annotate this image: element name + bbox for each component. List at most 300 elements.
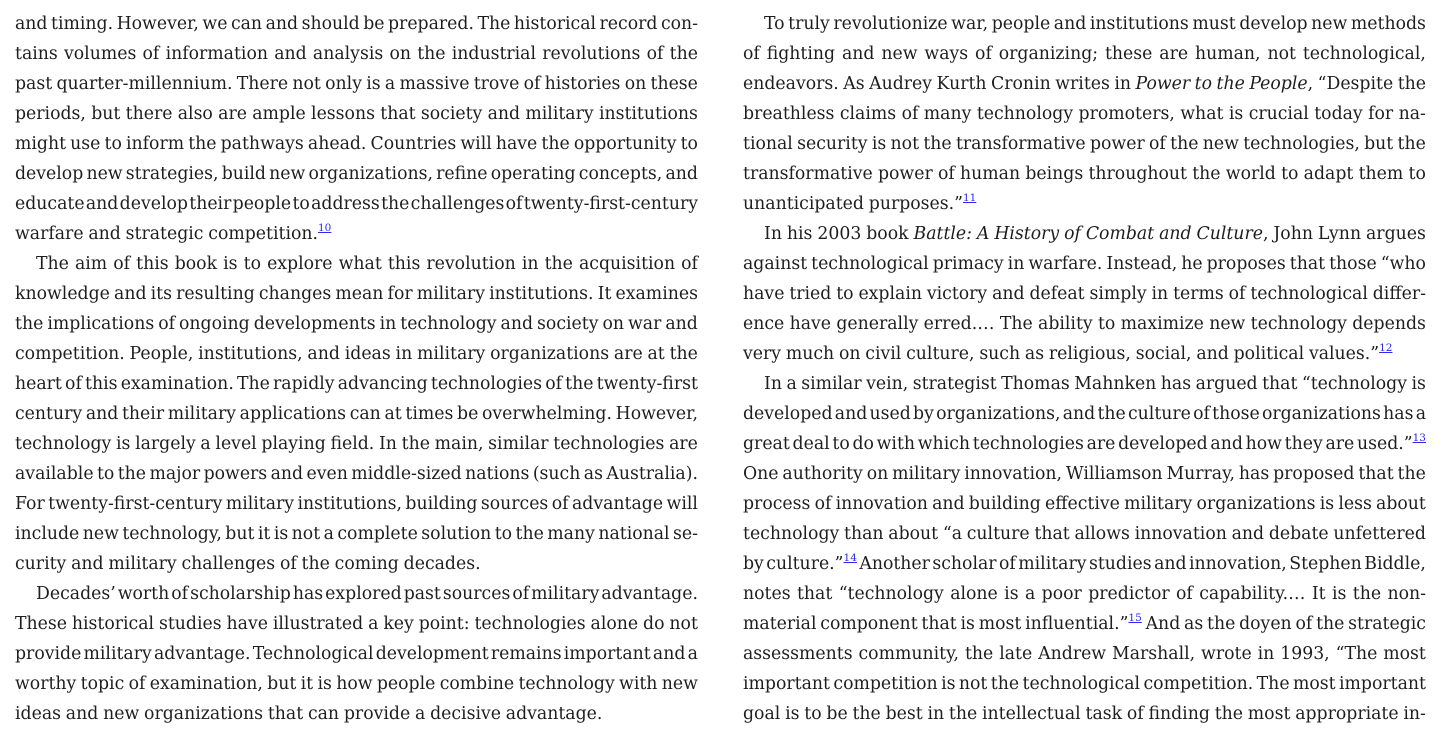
word: their [121,404,165,424]
word: Audrey [869,74,933,94]
word: intellectual [982,704,1081,724]
word: tains [15,44,58,64]
word: the [1192,164,1221,184]
word: also [177,104,213,124]
word: se- [673,524,698,544]
footnote-link[interactable]: 14 [843,552,857,564]
word: na- [1398,104,1426,124]
word: competition [833,674,938,694]
text-line [743,699,1426,729]
word: trove [473,74,520,94]
word: technology [518,674,615,694]
word: best [885,704,923,724]
text-line [743,189,1426,219]
word: largely [135,434,196,454]
word: organizations [1261,404,1381,424]
word: war, [951,14,989,34]
word: “technology [838,584,944,604]
word: allows [1074,524,1130,544]
word [1217,69,1245,99]
word: and [992,284,1025,304]
word: component [820,614,918,634]
word: and [487,104,521,124]
word: those [1329,254,1377,274]
word: the [301,554,330,574]
word: to [96,464,115,484]
word: deal [792,434,830,454]
word: address [311,194,380,214]
word: heart [15,374,62,394]
word: and [1231,524,1265,544]
text-line [743,39,1426,69]
word: studies [158,614,222,634]
word: the [565,374,594,394]
word: ence [743,314,785,334]
text-line [743,339,1426,369]
word: many [923,104,972,124]
right-text-column [743,9,1426,729]
word: is [1331,584,1347,604]
word: and [932,494,965,514]
word: on [838,344,861,364]
word: concepts, [578,164,663,184]
word: of [743,44,760,64]
word: (such [532,464,581,484]
italic-title-word: of [1064,224,1081,244]
word: less [1338,494,1372,514]
word: con- [660,14,698,34]
word: but [225,524,255,544]
text-line [743,309,1426,339]
word: this [85,374,118,394]
word: twenty-first-century [523,194,698,214]
word: past [403,584,441,604]
word: “The [1335,644,1378,664]
text-line [15,69,698,99]
word: important [743,674,830,694]
word: a [687,644,698,664]
word: most [1383,644,1426,664]
word: how [336,674,373,694]
word: their [189,194,232,214]
word: Technological [252,644,374,664]
word: ability [1038,314,1093,334]
word: institutions. [489,284,594,304]
word: histories [544,74,621,94]
word: of [512,584,530,604]
word: historical [71,614,155,634]
word: with [619,674,658,694]
word: the [1352,584,1382,604]
word: and [65,704,99,724]
word: material [743,614,817,634]
word: timing. [51,14,114,34]
word: rapidly [273,374,335,394]
text-line [15,489,698,519]
word: for [387,284,413,304]
text-line [15,459,698,489]
text-line [15,369,698,399]
word: claims [839,104,897,124]
word: technology [1250,314,1347,334]
word: and [500,314,534,334]
word: late [999,644,1033,664]
word: advantage. [153,644,251,664]
word: challenges [410,194,505,214]
word: will [666,494,698,514]
word: of [113,254,131,274]
word: Another [859,554,930,574]
word: such [979,344,1021,364]
word: erred.… [923,314,995,334]
text-line [743,459,1426,489]
word: civil [865,344,902,364]
word: even [306,464,348,484]
word: record [599,14,658,34]
word: military [416,284,485,304]
word: times [405,404,454,424]
word [914,219,972,249]
word: non- [1387,584,1426,604]
word: crucial [1248,104,1309,124]
word: major [149,464,201,484]
text-line [743,129,1426,159]
text-line [15,249,698,279]
word: technological [1250,284,1368,304]
word: technologies, [1243,134,1360,154]
text-line [743,669,1426,699]
word: culture [1128,404,1191,424]
word: a [1415,404,1426,424]
word: As [843,74,865,94]
word: In [378,434,397,454]
word: to [832,434,850,454]
word: military [108,554,177,574]
word: notes [743,584,791,604]
word: important [1339,674,1426,694]
word: playing [261,434,326,454]
word: key [383,614,414,634]
word: “Despite [1317,74,1394,94]
word: but [267,674,297,694]
word: to [104,134,122,154]
word: organizations [1196,494,1316,514]
word: task [1085,704,1123,724]
word: technology [400,314,497,334]
word: generally [836,314,919,334]
word: and [841,44,875,64]
footnote-link[interactable]: 10 [318,222,332,234]
word: endeavors. [743,74,839,94]
word: In [764,224,782,244]
word: of [975,44,992,64]
word: security [797,134,868,154]
word: organizations [144,704,264,724]
word: new [1209,314,1246,334]
word: of [545,374,562,394]
text-line [15,339,698,369]
word: are [1159,44,1189,64]
word: social, [1135,344,1192,364]
word: a [786,374,797,394]
word: similar [801,374,862,394]
word: throughout [1088,164,1187,184]
word: great [743,434,790,454]
word: against [743,254,808,274]
word: to [680,134,698,154]
text-line [743,279,1426,309]
word: studies [1088,554,1152,574]
word: and [652,644,686,664]
word: might [15,134,67,154]
word: It [597,284,612,304]
word: is [960,614,975,634]
text-line [743,429,1426,459]
word: with [876,434,916,454]
word: scholarship [190,584,291,604]
text-line [15,609,698,639]
word: of [814,494,832,514]
word: breathless [743,104,835,124]
word: prepared. [388,14,474,34]
word: that [1262,374,1298,394]
word: transformative [955,134,1086,154]
word: the [1214,704,1244,724]
italic-title-word: Culture [1196,224,1263,244]
footnote-link[interactable]: 15 [1128,612,1142,624]
word [994,219,1059,249]
italic-title-word: to [1194,74,1213,94]
word: used [869,404,911,424]
word: competition. [1143,674,1254,694]
word: Kurth [936,74,987,94]
word: not [291,524,321,544]
word: of [1228,284,1246,304]
word: that [267,704,304,724]
word: resulting [176,284,255,304]
footnote-link[interactable]: 11 [962,192,977,204]
word: is [1411,374,1426,394]
word: community, [858,644,960,664]
word: in [521,254,539,274]
text-line [743,219,1426,249]
word: effective [1045,494,1120,514]
word: this [387,254,421,274]
word: victory [926,284,988,304]
word: of [646,44,664,64]
word: have [226,614,268,634]
word: methods [1350,14,1426,34]
word: of [158,314,176,334]
word: book [174,254,218,274]
word: Culture, [1196,224,1269,244]
word: people [232,194,292,214]
word: to [243,254,261,274]
word: However, [116,14,199,34]
word: of [142,44,160,64]
word: of [279,554,297,574]
word: institutions [598,104,698,124]
word: proposes [1206,254,1286,274]
text-line [15,279,698,309]
word: are [1086,434,1116,454]
word: that [1289,254,1326,274]
word: the [990,674,1020,694]
word: development [375,644,489,664]
word: it [257,524,271,544]
word: The [1256,674,1290,694]
word: is [1228,104,1244,124]
word: can [230,14,263,34]
word: and [1053,14,1087,34]
word: but [1364,134,1394,154]
word: changes [258,284,332,304]
word: be [826,704,848,724]
word: advantage [571,494,664,514]
word: assessments [743,644,853,664]
word: culture.”$^{14}$ [766,552,857,574]
word: analysis [312,44,384,64]
word: power [1089,134,1145,154]
word: century [15,404,83,424]
word: are [218,104,247,124]
word: Cronin [991,74,1051,94]
word: curity [15,554,67,574]
word: the [401,434,430,454]
word: of [681,254,698,274]
text-line [15,699,698,729]
word: not [292,74,321,94]
word: operating [490,164,576,184]
word: develop [1239,14,1308,34]
word: provide [343,704,411,724]
word: wrote [1201,644,1252,664]
word: on [389,44,411,64]
text-line [15,519,698,549]
word: what [1180,104,1224,124]
word: military [83,644,152,664]
word: technologies [430,374,543,394]
word: goal [743,704,781,724]
word: the [948,704,978,724]
word: twenty-first [596,374,698,394]
word: applications [239,404,347,424]
word: debate [1268,524,1329,544]
word: and [1196,344,1229,364]
word: develop [15,164,84,184]
word [977,219,989,249]
word: to [1408,164,1426,184]
word: are [1325,434,1355,454]
word: revolutions [542,44,641,64]
word: is [115,434,131,454]
word: remains [490,644,562,664]
word: of [1149,134,1166,154]
word: unanticipated [743,194,864,214]
word: technologies [474,614,586,634]
word: maximize [1120,314,1204,334]
word: revolutionize [833,14,948,34]
word: The [999,314,1033,334]
word: depends [1352,314,1426,334]
word: writes [1055,74,1110,94]
text-line [15,39,698,69]
word: organizations, [308,164,433,184]
word: a [323,524,334,544]
footnote-link[interactable]: 13 [1412,432,1426,444]
text-line [743,519,1426,549]
word: simply [1089,284,1147,304]
word: mean [335,284,384,304]
word: acquisition [578,254,676,274]
word: The [236,374,270,394]
word: and [114,284,147,304]
word: military [525,104,594,124]
word: must [1192,14,1236,34]
word: to [1097,314,1116,334]
word: middle-sized [351,464,462,484]
word: new [269,164,306,184]
word: topic [80,674,125,694]
footnote-link[interactable]: 12 [1379,342,1393,354]
word: poor [1041,584,1082,604]
text-line [743,69,1426,99]
word: those [1212,404,1260,424]
word: ongoing [179,314,250,334]
word: by [743,554,764,574]
text-line [743,159,1426,189]
text-line [15,669,698,699]
word: technology, [122,524,222,544]
word: today [1314,104,1363,124]
word: For [15,494,45,514]
word: tional [743,134,793,154]
word: similar [488,434,549,454]
italic-title-word: and [1159,224,1192,244]
word: twenty-first-century [48,494,223,514]
word: of [523,74,541,94]
word [1159,219,1192,249]
word: of [1176,584,1193,604]
word: can [349,404,381,424]
word: complete [337,524,418,544]
word: the [515,524,544,544]
word: “technology [1301,374,1407,394]
word: It [1311,584,1326,604]
word: new [1311,14,1348,34]
word: military [531,584,600,604]
word: has [1383,404,1414,424]
word: Andrew [1038,644,1107,664]
word: overwhelming. [482,404,612,424]
word: he [1181,254,1203,274]
word: worthy [15,674,77,694]
word: the [669,44,698,64]
word: to [292,194,310,214]
word: fighting [766,44,836,64]
word: And [1145,614,1181,634]
word: combine [439,674,515,694]
word: process [743,494,811,514]
word: the [1207,614,1236,634]
word: that [796,584,833,604]
word: is [785,704,800,724]
word: the [188,134,217,154]
word: than [844,524,884,544]
word: unfettered [1333,524,1426,544]
word: to [494,524,513,544]
word: the [1397,464,1426,484]
